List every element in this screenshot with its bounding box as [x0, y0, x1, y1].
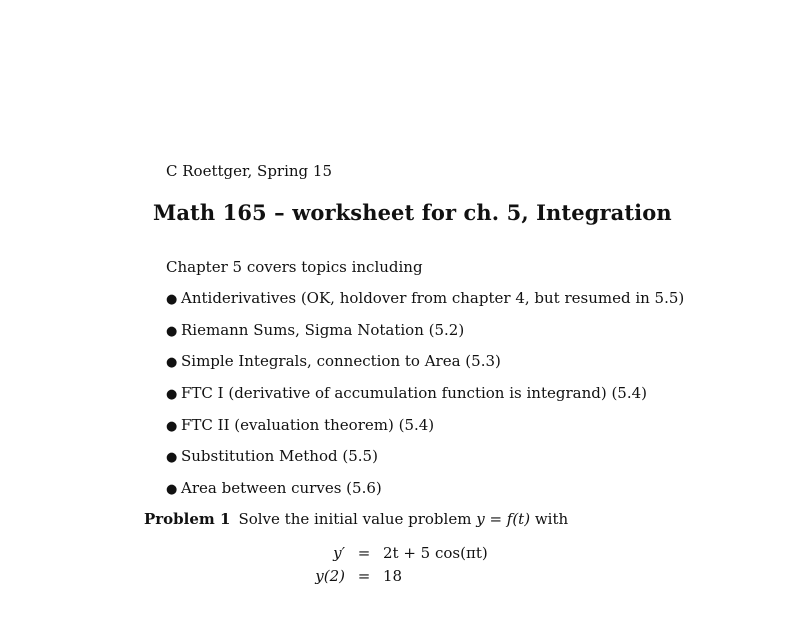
list-item	[166, 384, 684, 416]
equation-lhs: y(2)	[315, 567, 345, 585]
topic-list	[166, 289, 684, 511]
equation-row	[300, 567, 488, 590]
author-line: C Roettger, Spring 15	[166, 162, 333, 180]
list-item	[166, 416, 684, 448]
problem-text: Solve the initial value problem	[238, 510, 477, 528]
equation-relation: =	[357, 544, 371, 562]
problem-1-statement	[144, 510, 568, 528]
equation-rhs: 18	[383, 567, 403, 585]
bullet-icon: ●	[166, 450, 178, 466]
topic-label: Substitution Method (5.5)	[181, 447, 378, 466]
bullet-icon: ●	[166, 355, 178, 371]
equation-system	[300, 544, 488, 590]
problem-text-end: with	[530, 510, 569, 528]
intro-text: Chapter 5 covers topics including	[166, 258, 423, 276]
topic-label: Area between curves (5.6)	[181, 479, 382, 498]
bullet-icon: ●	[166, 418, 178, 434]
list-item	[166, 352, 684, 384]
bullet-icon: ●	[166, 292, 178, 307]
function-expression: y = f(t)	[476, 510, 531, 528]
list-item	[166, 321, 684, 353]
equation-lhs: y′	[333, 544, 345, 562]
bullet-icon: ●	[166, 482, 178, 498]
problem-label: Problem 1	[144, 510, 231, 528]
list-item	[166, 447, 684, 479]
equation-row	[300, 544, 488, 567]
topic-label: Simple Integrals, connection to Area (5.3)	[181, 352, 501, 371]
list-item	[166, 479, 684, 511]
topic-label: FTC I (derivative of accumulation function is integrand) (5.4)	[181, 384, 648, 403]
topic-label: FTC II (evaluation theorem) (5.4)	[181, 415, 435, 434]
bullet-icon: ●	[166, 387, 178, 403]
topic-label: Antiderivatives (OK, holdover from chapter 4, but resumed in 5.5)	[181, 289, 685, 307]
list-item	[166, 289, 684, 321]
equation-rhs: 2t + 5 cos(πt)	[383, 544, 488, 562]
page-title: Math 165 – worksheet for ch. 5, Integration	[153, 200, 672, 225]
equation-relation: =	[357, 567, 371, 585]
topic-label: Riemann Sums, Sigma Notation (5.2)	[181, 320, 465, 339]
bullet-icon: ●	[166, 323, 178, 339]
